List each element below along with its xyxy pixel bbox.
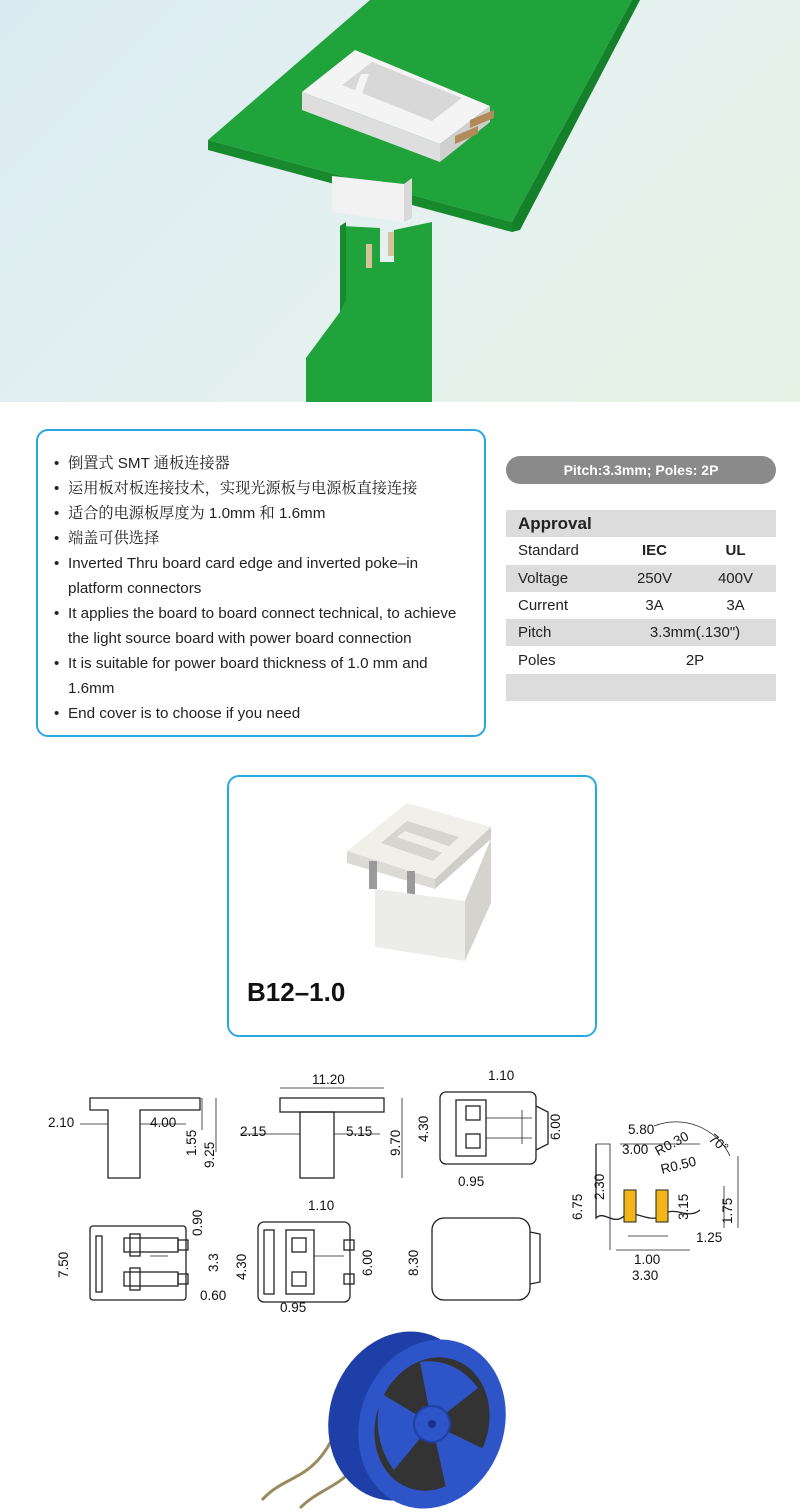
hero-image [0, 0, 800, 402]
top-view-2 [258, 1222, 354, 1302]
table-row [506, 565, 776, 592]
dim-label: 9.25 [202, 1141, 217, 1168]
product-box [227, 775, 597, 1037]
pitch-value: 3.3mm(.130") [614, 619, 776, 646]
table-row [506, 592, 776, 619]
table-row [506, 510, 776, 537]
table-row [506, 674, 776, 701]
technical-drawings [0, 1060, 800, 1512]
table-row [506, 537, 776, 564]
dim-label: 3.30 [632, 1268, 659, 1283]
dim-label: 70° [706, 1130, 732, 1156]
iec-header: IEC [641, 542, 667, 560]
dim-label: 2.10 [48, 1115, 75, 1130]
dim-label: R0.30 [652, 1128, 692, 1159]
pcb-assembly-illustration [0, 0, 800, 402]
dim-label: 5.80 [628, 1122, 655, 1137]
approval-title: Approval [506, 510, 776, 537]
dim-label: 0.95 [458, 1174, 485, 1189]
dim-label: 4.30 [234, 1253, 249, 1280]
dim-label: 0.95 [280, 1300, 307, 1315]
ul-value: 400V [695, 565, 776, 592]
row-label: Pitch [506, 619, 614, 646]
tape-reel-illustration [262, 1311, 529, 1512]
front-view-1 [90, 1226, 188, 1300]
dim-label: 2.15 [240, 1124, 267, 1139]
feature-item: • 端盖可供选择 [52, 526, 470, 551]
dim-label: 6.00 [360, 1249, 375, 1276]
dim-label: 1.25 [696, 1230, 723, 1245]
iec-value: 250V [614, 565, 695, 592]
pcb-pad [656, 1190, 668, 1222]
dim-label: 0.90 [190, 1209, 205, 1236]
dim-label: 4.30 [416, 1115, 431, 1142]
dim-label: 3.00 [622, 1142, 649, 1157]
dim-label: 11.20 [312, 1072, 345, 1087]
dim-label: 1.10 [488, 1068, 515, 1083]
pitch-poles-badge: Pitch:3.3mm; Poles: 2P [506, 456, 776, 484]
dim-label: 6.00 [548, 1113, 563, 1140]
empty-row [506, 674, 776, 701]
dim-label: 1.75 [720, 1197, 735, 1224]
dim-label: 4.00 [150, 1115, 177, 1130]
connector-photo [229, 777, 595, 977]
dim-label: 5.15 [346, 1124, 373, 1139]
top-view-1 [440, 1092, 548, 1164]
approval-table [506, 510, 776, 701]
pcb-pad [624, 1190, 636, 1222]
dim-label: 0.60 [200, 1288, 227, 1303]
row-label: Voltage [506, 565, 614, 592]
dim-label: 1.10 [308, 1198, 335, 1213]
poles-value: 2P [685, 651, 705, 669]
ul-header: UL [725, 542, 746, 560]
feature-list [52, 451, 470, 726]
ul-value: 3A [726, 597, 745, 615]
feature-item: • Inverted Thru board card edge and inverted poke–in platform connectors [52, 551, 470, 601]
dim-label: 6.75 [570, 1193, 585, 1220]
feature-item: • End cover is to choose if you need [52, 701, 470, 726]
end-cover-view [432, 1218, 540, 1300]
features-box [36, 429, 486, 737]
model-label: B12–1.0 [247, 977, 346, 1007]
row-label: Poles [518, 651, 556, 669]
dim-label: R0.50 [659, 1153, 698, 1177]
dim-label: 1.55 [184, 1129, 199, 1156]
feature-item: • 运用板对板连接技术，实现光源板与电源板直接连接 [52, 476, 470, 501]
feature-item: • 倒置式 SMT 通板连接器 [52, 451, 470, 476]
dim-label: 7.50 [56, 1251, 71, 1278]
dim-label: 9.70 [388, 1129, 403, 1156]
feature-item: • It is suitable for power board thickness of 1.0 mm and 1.6mm [52, 651, 470, 701]
table-row [506, 619, 776, 646]
dim-label: 8.30 [406, 1249, 421, 1276]
row-label: Standard [518, 542, 579, 560]
table-row [506, 646, 776, 673]
feature-item: • 适合的电源板厚度为 1.0mm 和 1.6mm [52, 501, 470, 526]
row-label: Current [518, 597, 569, 615]
dim-label: 3.3 [206, 1253, 221, 1272]
iec-value: 3A [645, 597, 664, 615]
dim-label: 2.30 [592, 1173, 607, 1200]
feature-item: • It applies the board to board connect technical, to achieve the light source board with power board connection [52, 601, 470, 651]
dim-label: 3.15 [676, 1193, 691, 1220]
dim-label: 1.00 [634, 1252, 661, 1267]
